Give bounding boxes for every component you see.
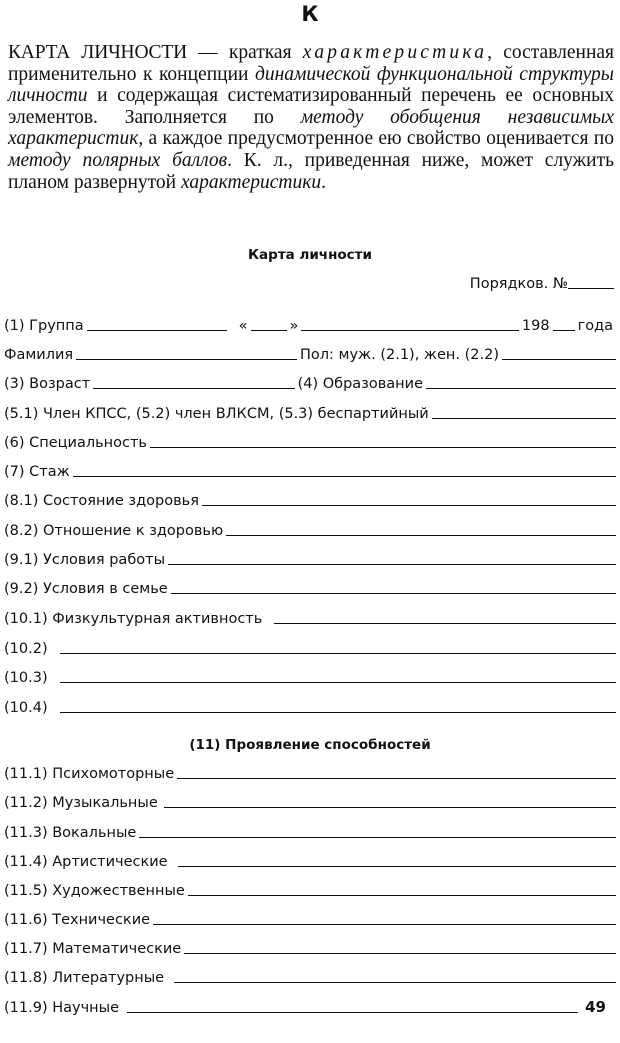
- ability-blank[interactable]: [127, 1012, 578, 1013]
- quote-open: «: [238, 318, 248, 334]
- cross-reference-4[interactable]: характеристики: [180, 171, 322, 193]
- ability-row: [4, 908, 616, 928]
- quote-close: »: [289, 318, 299, 334]
- ability-blank[interactable]: [184, 953, 616, 954]
- ability-row: [4, 879, 616, 899]
- card-title: Карта личности: [248, 247, 372, 263]
- age-label: (3) Возраст: [4, 376, 91, 392]
- field-row: [4, 519, 616, 539]
- field-row: [4, 577, 616, 597]
- cross-reference-3[interactable]: методу полярных баллов: [8, 149, 228, 171]
- ability-label: (11.5) Художественные: [4, 883, 185, 899]
- ability-blank[interactable]: [178, 866, 616, 867]
- age-row: [4, 372, 616, 392]
- page-number: 49: [585, 998, 606, 1016]
- field-row: [4, 489, 616, 509]
- ability-row: [4, 762, 616, 782]
- order-number-label: Порядков. №: [469, 276, 568, 292]
- year-blank[interactable]: [553, 330, 575, 331]
- ability-row: [4, 791, 616, 811]
- field-row: [4, 607, 616, 627]
- field-label: (8.1) Состояние здоровья: [4, 493, 199, 509]
- party-row: [4, 402, 616, 422]
- field-label: (7) Стаж: [4, 464, 70, 480]
- ability-row: [4, 821, 616, 841]
- order-number-field: [470, 276, 614, 292]
- field-label: (10.1) Физкультурная активность: [4, 611, 263, 627]
- party-blank[interactable]: [432, 418, 616, 419]
- ability-row: [4, 850, 616, 870]
- field-label: (8.2) Отношение к здоровью: [4, 523, 224, 539]
- field-blank[interactable]: [60, 653, 616, 654]
- surname-row: [4, 343, 616, 363]
- ability-blank[interactable]: [177, 778, 616, 779]
- ability-label: (11.2) Музыкальные: [4, 795, 158, 811]
- spaced-term: характеристика: [302, 42, 488, 63]
- field-row: [4, 666, 616, 686]
- ability-blank[interactable]: [188, 895, 616, 896]
- group-blank[interactable]: [87, 330, 227, 331]
- ability-row: [4, 966, 616, 986]
- sex-label: Пол: муж. (2.1), жен. (2.2): [300, 347, 499, 363]
- surname-blank[interactable]: [76, 359, 297, 360]
- year-suffix: года: [577, 318, 613, 334]
- age-blank[interactable]: [93, 388, 294, 389]
- ability-label: (11.8) Литературные: [4, 970, 165, 986]
- entry-term: КАРТА ЛИЧНОСТИ: [8, 42, 187, 63]
- intro-text-4: , а каждое предусмотренное ею свойство оценивается по: [138, 128, 614, 150]
- ability-label: (11.7) Математические: [4, 941, 182, 957]
- intro-text-6: .: [321, 171, 326, 193]
- ability-blank[interactable]: [174, 982, 616, 983]
- field-blank[interactable]: [73, 476, 616, 477]
- field-label: (10.3): [4, 670, 48, 686]
- day-blank[interactable]: [251, 330, 287, 331]
- year-prefix: 198: [521, 318, 550, 334]
- order-number-blank[interactable]: [568, 288, 614, 289]
- group-label: (1) Группа: [4, 318, 84, 334]
- ability-blank[interactable]: [164, 807, 616, 808]
- ability-blank[interactable]: [139, 837, 616, 838]
- field-row: [4, 637, 616, 657]
- section-letter: К: [301, 2, 319, 26]
- ability-row: [4, 937, 616, 957]
- ability-label: (11.4) Артистические: [4, 854, 168, 870]
- ability-row: [4, 996, 578, 1016]
- field-blank[interactable]: [60, 682, 616, 683]
- surname-label: Фамилия: [4, 347, 74, 363]
- intro-paragraph: [8, 42, 614, 193]
- sex-blank[interactable]: [502, 359, 616, 360]
- field-label: (10.2): [4, 641, 48, 657]
- ability-label: (11.6) Технические: [4, 912, 151, 928]
- field-label: (6) Специальность: [4, 435, 147, 451]
- field-blank[interactable]: [202, 505, 616, 506]
- intro-text-1: краткая: [228, 42, 303, 63]
- intro-text-3: и содержащая систематизированный перечень ее основных элементов. Заполняется по: [8, 85, 614, 128]
- intro-text-2: , составленная применительно к концепции: [8, 42, 615, 85]
- field-row: [4, 460, 616, 480]
- field-label: (9.2) Условия в семье: [4, 581, 168, 597]
- intro-text-5: . К. л., приведенная ниже, может служить планом развернутой: [8, 149, 614, 193]
- education-blank[interactable]: [426, 388, 616, 389]
- ability-blank[interactable]: [153, 924, 616, 925]
- field-blank[interactable]: [171, 593, 616, 594]
- ability-label: (11.9) Научные: [4, 1000, 119, 1016]
- field-row: [4, 431, 616, 451]
- party-label: (5.1) Член КПСС, (5.2) член ВЛКСМ, (5.3) беспартийный: [4, 406, 429, 422]
- cross-reference-1[interactable]: динамической функциональной структуры личности: [8, 63, 614, 107]
- field-label: (10.4): [4, 700, 48, 716]
- education-label: (4) Образование: [297, 376, 423, 392]
- abilities-title: (11) Проявление способностей: [189, 737, 431, 753]
- field-blank[interactable]: [274, 623, 616, 624]
- field-blank[interactable]: [168, 564, 616, 565]
- field-row: [4, 548, 616, 568]
- cross-reference-2[interactable]: методу обобщения независимых характеристик: [8, 106, 614, 150]
- group-row: [4, 314, 616, 334]
- field-blank[interactable]: [150, 447, 616, 448]
- field-blank[interactable]: [226, 535, 616, 536]
- ability-label: (11.3) Вокальные: [4, 825, 137, 841]
- month-blank[interactable]: [301, 330, 519, 331]
- ability-label: (11.1) Психомоторные: [4, 766, 175, 782]
- field-row: [4, 696, 616, 716]
- intro-dash: —: [186, 42, 229, 63]
- field-label: (9.1) Условия работы: [4, 552, 166, 568]
- field-blank[interactable]: [60, 712, 616, 713]
